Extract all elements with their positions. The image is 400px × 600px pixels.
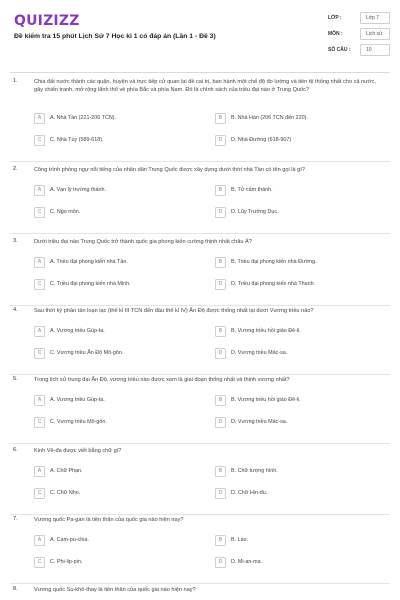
option-text: B. Nhà Hán (206 TCN đến 220).	[231, 115, 308, 121]
option-text: B. Chữ tượng hình.	[231, 468, 278, 474]
option-letter-box: A	[34, 466, 45, 477]
option-text: A. Cam-pu-chia.	[50, 537, 89, 543]
question-divider	[10, 514, 390, 515]
question-number: 8.	[13, 586, 18, 592]
option-letter-box: D	[215, 135, 226, 146]
option-letter-box: A	[34, 395, 45, 406]
option-letter-box: D	[215, 488, 226, 499]
answer-option-b[interactable]	[215, 393, 385, 407]
question-number: 1.	[13, 78, 18, 84]
answer-option-c[interactable]	[34, 133, 204, 147]
answer-option-b[interactable]	[215, 464, 385, 478]
question-divider	[10, 443, 390, 444]
option-text: C. Chữ Nho.	[50, 490, 81, 496]
meta-value: 10	[360, 44, 390, 56]
answer-option-d[interactable]	[215, 133, 385, 147]
option-text: A. Vạn lý trường thành.	[50, 187, 106, 193]
question-number: 7.	[13, 516, 18, 522]
answer-option-c[interactable]	[34, 555, 204, 569]
option-letter-box: D	[215, 207, 226, 218]
option-text: D. Vương triều Mác-sa.	[231, 350, 288, 356]
option-text: A. Triều đại phong kiến nhà Tần.	[50, 259, 128, 265]
answer-option-b[interactable]	[215, 533, 385, 547]
option-text: B. Vương triều hồi giáo Đê-li.	[231, 397, 301, 403]
option-letter-box: C	[34, 557, 45, 568]
answer-option-b[interactable]	[215, 255, 385, 269]
answer-option-a[interactable]	[34, 464, 204, 478]
meta-row-subject	[328, 27, 390, 41]
answer-option-b[interactable]	[215, 324, 385, 338]
question-text: Công trình phòng ngự nổi tiếng của nhân dân Trung Quốc được xây dựng dưới thời nhà Tần có tên gọi là gì?	[34, 167, 305, 173]
option-text: D. Triều đại phong kiến nhà Thanh.	[231, 281, 316, 287]
option-text: D. Vương triều Mác-sa.	[231, 419, 288, 425]
option-text: C. Nhà Tùy (589-618).	[50, 137, 104, 143]
option-text: D. Chữ Hin-đu.	[231, 490, 268, 496]
option-letter-box: B	[215, 113, 226, 124]
answer-option-d[interactable]	[215, 346, 385, 360]
option-letter-box: D	[215, 417, 226, 428]
option-text: D. Nhà Đường (618-907)	[231, 137, 292, 143]
answer-option-a[interactable]	[34, 111, 204, 125]
question-text: Trong lịch sử trung đại Ấn Độ, vương triều nào được xem là giai đoạn thống nhất và thịnh vượng nhất?	[34, 377, 290, 383]
question-divider	[10, 161, 390, 162]
option-letter-box: C	[34, 207, 45, 218]
option-letter-box: B	[215, 326, 226, 337]
question-divider	[10, 233, 390, 234]
worksheet-title: Đề kiểm tra 15 phút Lịch Sử 7 Học kì 1 có đáp án (Lần 1 - Đề 3)	[14, 33, 216, 40]
option-text: C. Vương triều Ấn Độ Mô-gôn.	[50, 350, 124, 356]
answer-option-b[interactable]	[215, 111, 385, 125]
question-divider	[10, 305, 390, 306]
answer-option-b[interactable]	[215, 183, 385, 197]
worksheet-meta	[328, 11, 390, 59]
option-letter-box: C	[34, 417, 45, 428]
question-number: 3.	[13, 238, 18, 244]
option-text: C. Vương triều Mô-gôn.	[50, 419, 107, 425]
option-letter-box: B	[215, 466, 226, 477]
option-letter-box: C	[34, 488, 45, 499]
answer-option-d[interactable]	[215, 277, 385, 291]
answer-option-a[interactable]	[34, 255, 204, 269]
option-letter-box: C	[34, 348, 45, 359]
option-text: B. Tử cấm thành.	[231, 187, 273, 193]
question-number: 4.	[13, 307, 18, 313]
option-text: A. Chữ Phạn.	[50, 468, 83, 474]
question-number: 6.	[13, 447, 18, 453]
option-text: C. Ngọ môn.	[50, 209, 81, 215]
answer-option-d[interactable]	[215, 415, 385, 429]
question-text: Dưới triều đại nào Trung Quốc trở thành quốc gia phong kiến cường thịnh nhất châu Á?	[34, 239, 252, 245]
option-text: C. Triều đại phong kiến nhà Minh.	[50, 281, 131, 287]
question-text: Vương quốc Su-khô-thay là tiền thân của quốc gia nào hiện nay?	[34, 587, 196, 593]
answer-option-c[interactable]	[34, 277, 204, 291]
meta-label: MÔN :	[328, 31, 343, 37]
question-text: Sau thời kỳ phân tán loạn lạc (thế kỉ III TCN đến đầu thế kỉ IV) Ấn Độ được thống nhất lại dưới Vương triều nào?	[34, 308, 314, 314]
answer-option-c[interactable]	[34, 415, 204, 429]
question-divider	[10, 583, 390, 584]
option-letter-box: A	[34, 535, 45, 546]
option-text: A. Nhà Tần (221-206 TCN).	[50, 115, 117, 121]
question-divider	[10, 374, 390, 375]
answer-option-a[interactable]	[34, 533, 204, 547]
answer-option-c[interactable]	[34, 346, 204, 360]
question-text: Vương quốc Pa-gan là tiền thân của quốc gia nào hiện nay?	[34, 517, 184, 523]
option-letter-box: B	[215, 535, 226, 546]
option-text: B. Vương triều hồi giáo Đê-li.	[231, 328, 301, 334]
option-letter-box: D	[215, 557, 226, 568]
option-text: B. Lào.	[231, 537, 249, 543]
meta-label: LỚP :	[328, 15, 342, 21]
option-text: A. Vương triều Gúp-ta.	[50, 328, 105, 334]
question-number: 2.	[13, 166, 18, 172]
answer-option-a[interactable]	[34, 183, 204, 197]
answer-option-c[interactable]	[34, 486, 204, 500]
answer-option-d[interactable]	[215, 205, 385, 219]
option-letter-box: A	[34, 326, 45, 337]
question-number: 5.	[13, 376, 18, 382]
question-text: Kinh Vê-đa được viết bằng chữ gì?	[34, 448, 122, 454]
option-letter-box: A	[34, 185, 45, 196]
option-text: C. Phi-lip-pin.	[50, 559, 83, 565]
option-letter-box: D	[215, 348, 226, 359]
option-text: D. Mi-an-ma.	[231, 559, 263, 565]
answer-option-a[interactable]	[34, 324, 204, 338]
quizizz-logo: QUIZIZZ	[14, 13, 80, 29]
answer-option-c[interactable]	[34, 205, 204, 219]
question-text: Chia đất nước thành các quận, huyện và trực tiếp cử quan lại đề cai trị, ban hành một chế độ đo lường và tiền tệ thống nhất cho cả nước, gây chiến tranh, mở rộng lãnh thổ về phía Bắc và phía Nam. Đó là chính sách của triều đại nào ở Trung Quốc?	[34, 79, 376, 93]
option-letter-box: B	[215, 185, 226, 196]
answer-option-a[interactable]	[34, 393, 204, 407]
answer-option-d[interactable]	[215, 555, 385, 569]
meta-row-count	[328, 43, 390, 57]
option-letter-box: A	[34, 113, 45, 124]
option-text: D. Lũy Trường Dục.	[231, 209, 279, 215]
option-letter-box: C	[34, 135, 45, 146]
option-letter-box: B	[215, 395, 226, 406]
meta-value: Lớp 7	[360, 12, 390, 24]
worksheet-header	[0, 0, 400, 66]
meta-row-class	[328, 11, 390, 25]
option-letter-box: C	[34, 279, 45, 290]
header-divider	[10, 72, 390, 73]
option-letter-box: D	[215, 279, 226, 290]
option-text: B. Triều đại phong kiến nhà Đường.	[231, 259, 317, 265]
meta-value: Lịch sử	[360, 28, 390, 40]
answer-option-d[interactable]	[215, 486, 385, 500]
meta-label: SỐ CÂU :	[328, 47, 351, 53]
option-letter-box: B	[215, 257, 226, 268]
option-letter-box: A	[34, 257, 45, 268]
option-text: A. Vương triều Gúp-ta.	[50, 397, 105, 403]
